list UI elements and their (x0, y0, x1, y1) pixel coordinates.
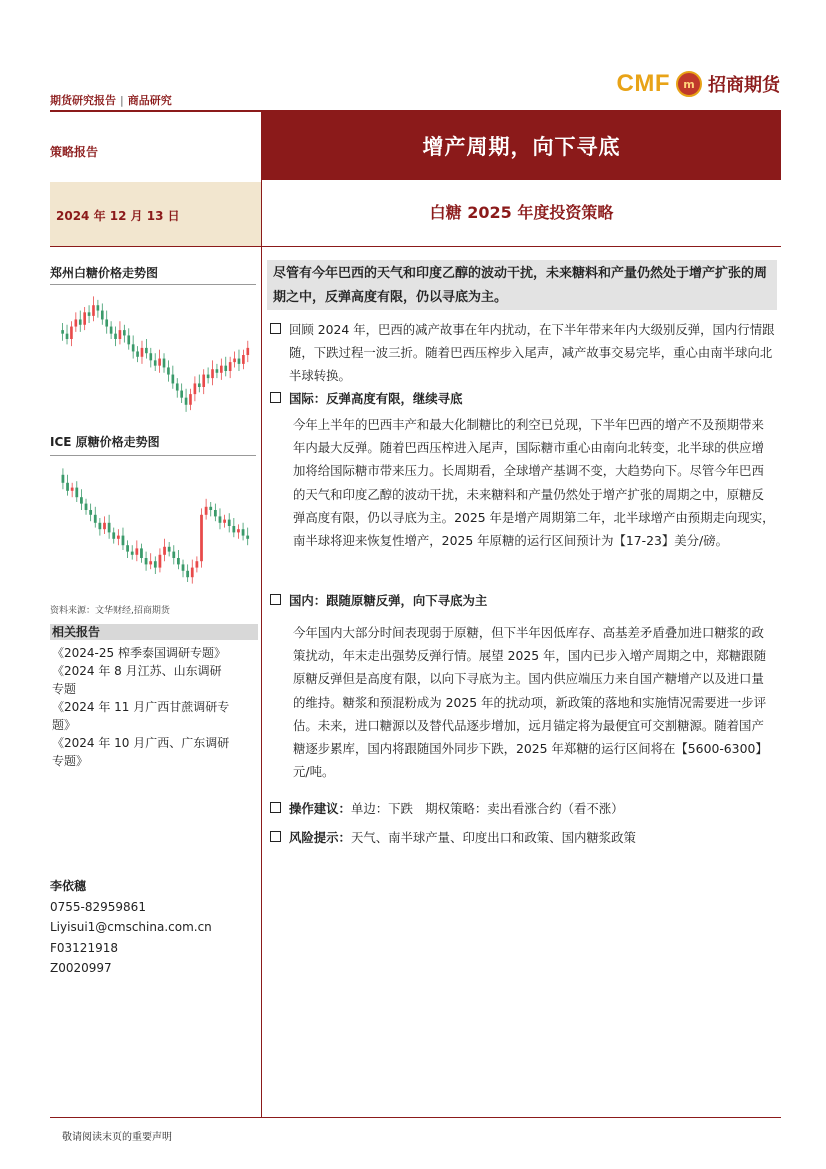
related-report-item[interactable]: 《2024 年 10 月广西、广东调研 (52, 736, 230, 750)
candle-body (112, 532, 115, 538)
domestic-body: 今年国内大部分时间表现弱于原糖，但下半年因低库存、高基差矛盾叠加进口糖浆的政策扰动，年末走出强势反弹行情。展望 2025 年，国内已步入增产周期之中，郑糖跟随原糖反弹但是高度有限，以向下寻底为主。国内供应端压力来自国产糖增产以及进口量的维持。糖浆和预混粉成为 2025 年的扰动项，新政策的落地和实施情况需要进一步评估。未来，进口糖源以及替代品逐步增加，远月锚定将为最便宜可交割糖源。随着国产糖逐步累库，国内将跟随国外同步下跌，2025 年郑糖的运行区间将在【5600-6300】元/吨。 (293, 625, 768, 780)
column-divider (261, 112, 262, 1117)
candle-body (154, 360, 157, 365)
related-report-item[interactable]: 题》 (52, 718, 77, 732)
candle-body (186, 571, 189, 577)
related-report-item[interactable]: 《2024 年 8 月江苏、山东调研 (52, 664, 222, 678)
candle-body (205, 507, 208, 515)
candle-body (237, 529, 240, 532)
candle-body (101, 311, 104, 320)
chart1-title: 郑州白糖价格走势图 (50, 266, 159, 280)
page-title: 增产周期，向下寻底 (422, 135, 621, 159)
candle-body (163, 359, 166, 368)
intl-bullet (270, 387, 775, 410)
related-report-item[interactable]: 《2024-25 榨季泰国调研专题》 (52, 646, 226, 660)
candle-body (75, 319, 78, 326)
related-report-item[interactable]: 专题 (52, 682, 77, 696)
candle-body (119, 330, 122, 339)
candle-body (195, 561, 198, 567)
related-reports-heading: 相关报告 (50, 624, 258, 640)
report-category (50, 92, 172, 108)
candle-body (214, 510, 217, 516)
candle-body (75, 488, 78, 498)
candle-body (114, 334, 117, 339)
checkbox-bullet-icon (270, 594, 281, 605)
domestic-bullet (270, 589, 775, 612)
candle-body (123, 330, 126, 335)
candle-body (182, 564, 185, 570)
candle-body (159, 555, 162, 568)
candle-body (97, 305, 100, 310)
candle-body (177, 558, 180, 564)
candle-body (89, 510, 92, 515)
risk-text: 天气、南半球产量、印度出口和政策、国内糖浆政策 (350, 830, 636, 845)
risk-bullet (270, 826, 775, 849)
summary-text: 尽管有今年巴西的天气和印度乙醇的波动干扰，未来糖料和产量仍然处于增产扩张的周期之中，反弹高度有限，仍以寻底为主。 (273, 266, 768, 305)
related-report-item[interactable]: 专题》 (52, 754, 89, 768)
candle-body (219, 516, 222, 522)
company-logo (617, 70, 780, 98)
candle-body (180, 391, 183, 398)
analyst-name: 李依穗 (50, 879, 87, 893)
tag-right: 商品研究 (127, 94, 172, 107)
candle-body (126, 545, 129, 551)
candle-body (154, 561, 157, 567)
tag-separator: | (120, 94, 124, 107)
candle-body (70, 327, 73, 339)
candle-body (127, 335, 130, 344)
candle-body (83, 312, 86, 324)
logo-cmf-text: CMF (616, 70, 670, 97)
analyst-license-1: F03121918 (50, 940, 118, 955)
candle-body (110, 327, 113, 334)
candle-body (131, 552, 134, 555)
chart-source: 资料来源：文华财经,招商期货 (50, 606, 170, 616)
analyst-phone: 0755-82959861 (50, 899, 146, 914)
candle-body (207, 375, 210, 379)
candle-body (117, 536, 120, 539)
candle-body (132, 344, 135, 351)
candle-body (176, 383, 179, 390)
candle-body (172, 375, 175, 384)
candle-body (145, 348, 148, 353)
candle-body (149, 561, 152, 564)
candle-body (108, 523, 111, 533)
subtitle-divider (50, 246, 781, 247)
candle-body (140, 548, 143, 558)
candle-body (61, 330, 64, 334)
footer-divider (50, 1117, 781, 1118)
candle-body (167, 367, 170, 374)
candle-body (168, 547, 171, 552)
related-reports-list (52, 644, 257, 770)
checkbox-bullet-icon (270, 831, 281, 842)
related-report-item[interactable]: 《2024 年 11 月广西甘蔗调研专 (52, 700, 230, 714)
candle-body (191, 568, 194, 578)
candle-body (135, 548, 138, 554)
candle-body (224, 366, 227, 371)
chart2-title: ICE 原糖价格走势图 (50, 435, 160, 449)
checkbox-bullet-icon (270, 392, 281, 403)
operation-bullet (270, 797, 775, 820)
candle-body (105, 319, 108, 326)
candle-body (94, 515, 97, 523)
operation-label: 操作建议： (289, 801, 351, 816)
candle-body (228, 520, 231, 526)
ice-raw-sugar-chart (50, 455, 256, 596)
candle-body (185, 398, 188, 405)
candle-body (92, 305, 95, 316)
candle-body (246, 348, 249, 355)
candle-body (158, 359, 161, 366)
report-date: 2024 年 12 月 13 日 (56, 209, 180, 223)
title-banner (262, 112, 781, 180)
candle-body (98, 523, 101, 529)
candle-body (223, 520, 226, 523)
review-bullet (270, 318, 775, 388)
candle-body (163, 547, 166, 555)
candle-body (233, 359, 236, 363)
report-type: 策略报告 (50, 145, 99, 159)
intl-heading: 国际：反弹高度有限，继续寻底 (289, 391, 463, 406)
candle-body (66, 483, 69, 491)
checkbox-bullet-icon (270, 802, 281, 813)
candle-body (194, 383, 197, 394)
candle-body (145, 558, 148, 564)
candle-body (220, 366, 223, 373)
candle-body (122, 536, 125, 546)
candle-body (136, 351, 139, 356)
candle-body (211, 369, 214, 378)
candle-body (88, 312, 91, 316)
candle-body (103, 523, 106, 529)
candle-body (232, 526, 235, 532)
logo-circle-icon: m (676, 71, 702, 97)
operation-text: 单边：下跌 期权策略：卖出看涨合约（看不涨） (350, 801, 624, 816)
analyst-license-2: Z0020997 (50, 961, 112, 975)
candle-body (141, 348, 144, 357)
candle-body (209, 507, 212, 510)
summary-box (267, 260, 777, 310)
review-text: 回顾 2024 年，巴西的减产故事在年内扰动，在下半年带来年内大级别反弹，国内行情跟随，下跌过程一波三折。随着巴西压榨步入尾声，减产故事交易完毕，重心由南半球向北半球转换。 (289, 322, 775, 384)
logo-chinese-name: 招商期货 (708, 75, 780, 96)
report-subtitle: 白糖 2025 年度投资策略 (429, 203, 614, 222)
candle-body (202, 375, 205, 387)
candle-body (85, 504, 88, 510)
zhengzhou-sugar-chart (50, 284, 256, 425)
candle-body (172, 552, 175, 558)
candle-body (62, 475, 65, 483)
candle-body (229, 362, 232, 371)
analyst-contact (50, 876, 212, 979)
candle-body (79, 319, 82, 324)
candle-body (242, 529, 245, 535)
candle-body (198, 383, 201, 387)
checkbox-bullet-icon (270, 323, 281, 334)
domestic-heading: 国内：跟随原糖反弹，向下寻底为主 (289, 593, 488, 608)
candle-body (216, 369, 219, 373)
candle-body (189, 394, 192, 405)
analyst-email[interactable]: Liyisui1@cmschina.com.cn (50, 920, 212, 934)
candle-body (238, 359, 241, 364)
candle-body (80, 497, 83, 503)
candle-body (149, 353, 152, 360)
candle-body (66, 334, 69, 339)
tag-left: 期货研究报告 (50, 94, 116, 107)
risk-label: 风险提示： (289, 830, 351, 845)
candle-body (71, 488, 74, 491)
disclaimer-note: 敬请阅读末页的重要声明 (62, 1132, 172, 1143)
candle-body (242, 355, 245, 364)
candle-body (246, 536, 249, 539)
intl-body: 今年上半年的巴西丰产和最大化制糖比的利空已兑现，下半年巴西的增产不及预期带来年内最大反弹。随着巴西压榨进入尾声，国际糖市重心由南向北转变，北半球的供应增加将给国际糖市带来压力。长周期看，全球增产基调不变，大趋势向下。尽管今年巴西的天气和印度乙醇的波动干扰，未来糖料和产量仍然处于增产扩张的周期之中，原糖反弹高度有限，仍以寻底为主。2025 年是增产周期第二年，北半球增产由预期走向现实，南半球将迎来恢复性增产，2025 年原糖的运行区间预计为【17-23】美分/磅。 (293, 417, 775, 549)
candle-body (200, 515, 203, 561)
